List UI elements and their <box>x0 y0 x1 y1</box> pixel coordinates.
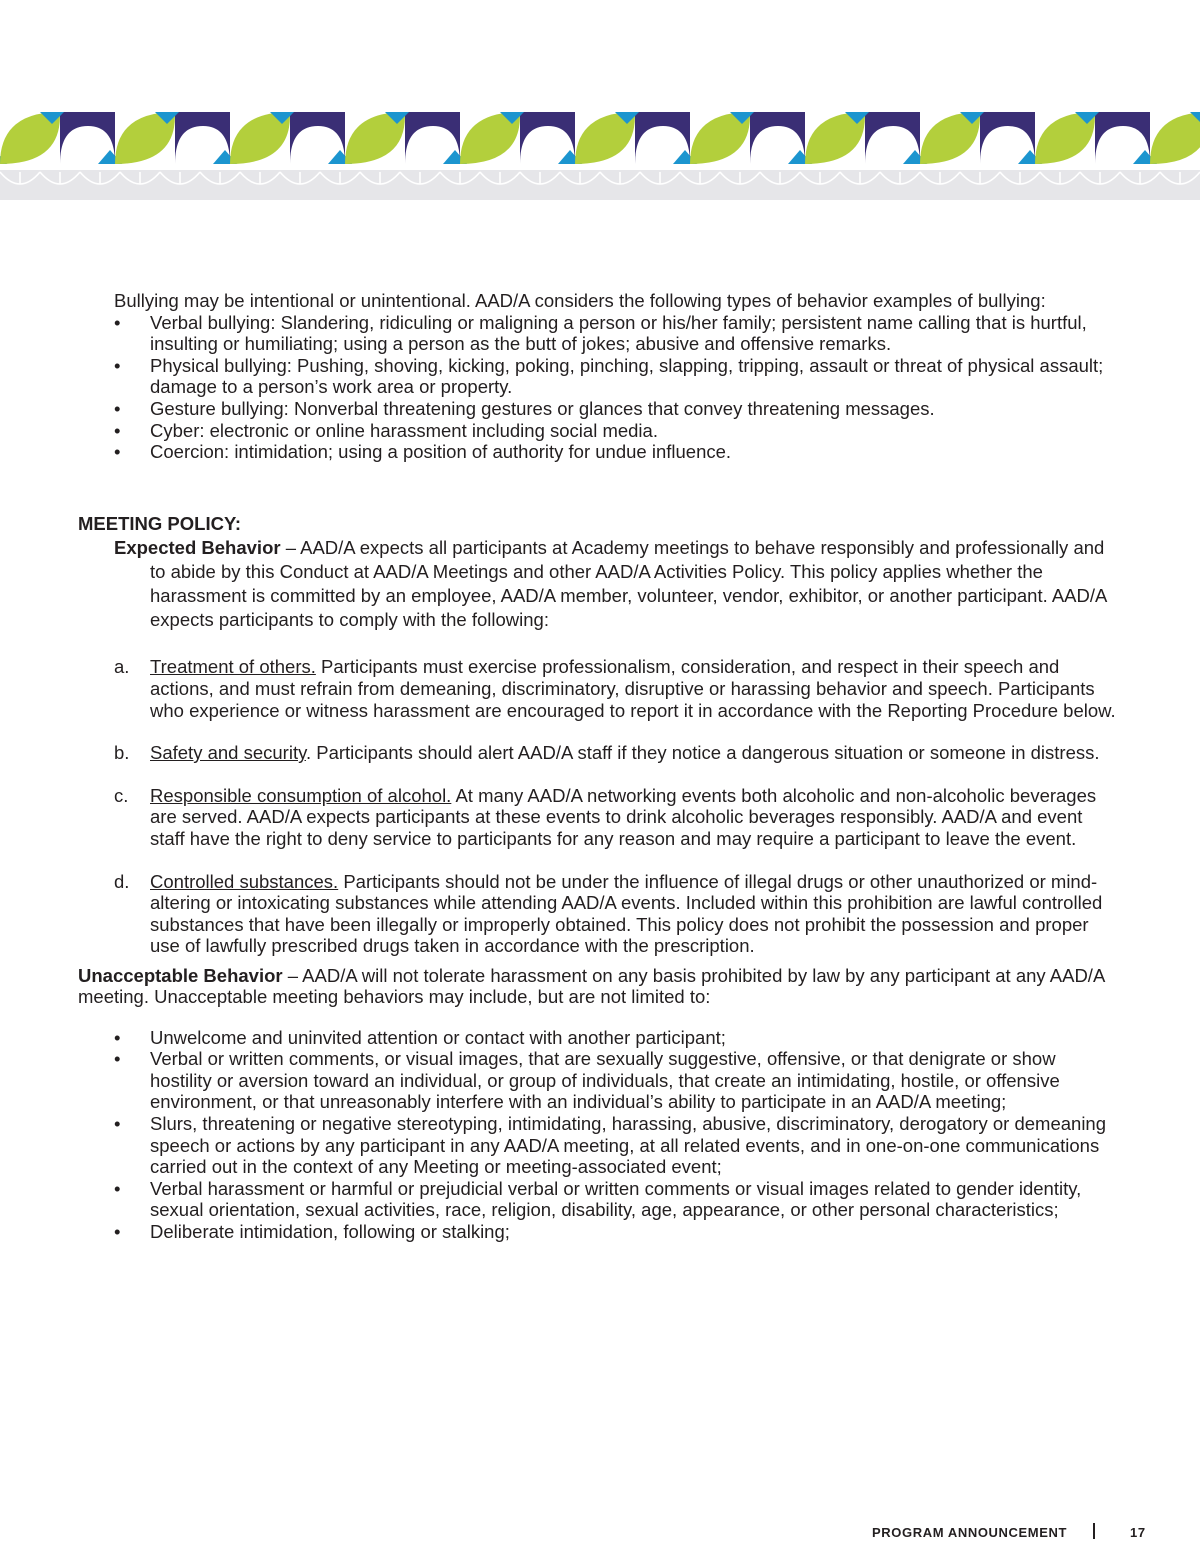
list-item: • Verbal harassment or harmful or prejudicial verbal or written comments or visual images related to gender identity, sexual orientation, sexual activities, race, religion, disability, age, appearance, or other personal characteristics; <box>114 1177 1082 1221</box>
unacceptable-behavior-paragraph: Unacceptable Behavior – AAD/A will not tolerate harassment on any basis prohibited by law by any participant at any AAD/A meeting. Unacceptable meeting behaviors may include, but are not limited to: <box>78 964 1105 1008</box>
footer-title: PROGRAM ANNOUNCEMENT <box>872 1525 1067 1540</box>
bullying-types-list <box>78 312 1118 463</box>
list-item: d. Controlled substances. Participants should not be under the influence of illegal drugs or other unauthorized or mind-altering or intoxicating substances while attending AAD/A events. Included within this prohibition are lawful controlled substances that have been illegally or improperly obtained. This policy does not prohibit the possession and proper use of lawfully prescribed drugs taken in accordance with the prescription. <box>114 870 1103 957</box>
banner-shape <box>1150 112 1200 164</box>
list-item: c. Responsible consumption of alcohol. At many AAD/A networking events both alcoholic and non-alcoholic beverages are served. AAD/A expects participants at these events to drink alcoholic beverages responsibly. AAD/A and event staff have the right to deny service to participants for any reason and may require a participant to leave the event. <box>114 784 1097 849</box>
list-item: • Gesture bullying: Nonverbal threatening gestures or glances that convey threatening messages. <box>114 397 935 419</box>
bullet-icon: • <box>114 1177 121 1199</box>
page-footer <box>0 1523 1200 1543</box>
footer-divider <box>1093 1523 1095 1539</box>
bullet-icon: • <box>114 1048 121 1070</box>
item-topic: Treatment of others. <box>150 656 316 678</box>
item-topic: Responsible consumption of alcohol. <box>150 784 452 806</box>
list-item: • Coercion: intimidation; using a position of authority for undue influence. <box>114 441 732 463</box>
decorative-banner <box>0 112 1200 200</box>
unacceptable-behavior-label: Unacceptable Behavior <box>78 964 283 986</box>
bullet-icon: • <box>114 1112 121 1134</box>
bullet-icon: • <box>114 354 121 376</box>
list-item: • Unwelcome and uninvited attention or contact with another participant; <box>114 1026 726 1048</box>
bullet-icon: • <box>114 1026 121 1048</box>
list-item: • Slurs, threatening or negative stereotyping, intimidating, harassing, abusive, discriminatory, derogatory or demeaning speech or actions by any participant in any AAD/A meeting, at all related events, and in one-on-one communications carried out in the context of any Meeting or meeting-associated event; <box>114 1112 1107 1178</box>
bullet-icon: • <box>114 441 121 463</box>
list-item: • Verbal or written comments, or visual images, that are sexually suggestive, offensive, or that denigrate or show hostility or aversion toward an individual, or group of individuals, that create an intimidating, hostile, or offensive environment, or that unreasonably interfere with an individual’s ability to participate in an AAD/A meeting; <box>114 1048 1060 1113</box>
page-content <box>78 290 1118 1243</box>
expected-behavior-paragraph: Expected Behavior – AAD/A expects all participants at Academy meetings to behave responsibly and professionally and to abide by this Conduct at AAD/A Meetings and other AAD/A Activities Policy. This policy applies whether the harassment is committed by an employee, AAD/A member, volunteer, vendor, exhibitor, or another participant. AAD/A expects participants to comply with the following: <box>114 537 1107 631</box>
list-item: b. Safety and security. Participants should alert AAD/A staff if they notice a dangerous situation or someone in distress. <box>114 742 1100 764</box>
list-item: a. Treatment of others. Participants must exercise professionalism, consideration, and respect in their speech and actions, and must refrain from demeaning, discriminatory, disruptive or harassing behavior and speech. Participants who experience or witness harassment are encouraged to report it in accordance with the Reporting Procedure below. <box>114 656 1116 721</box>
list-item: • Physical bullying: Pushing, shoving, kicking, poking, pinching, slapping, tripping, assault or threat of physical assault; damage to a person’s work area or property. <box>114 354 1104 398</box>
list-item: • Cyber: electronic or online harassment including social media. <box>114 419 658 441</box>
list-item: • Verbal bullying: Slandering, ridiculing or maligning a person or his/her family; persistent name calling that is hurtful, insulting or humiliating; using a person as the butt of jokes; abusive and offensive remarks. <box>114 311 1087 355</box>
list-item: • Deliberate intimidation, following or stalking; <box>114 1220 510 1242</box>
bullet-icon: • <box>114 311 121 333</box>
expected-behavior-label: Expected Behavior <box>114 537 281 559</box>
bullet-icon: • <box>114 1220 121 1242</box>
bullet-icon: • <box>114 419 121 441</box>
item-topic: Controlled substances. <box>150 870 339 892</box>
unacceptable-behavior-list <box>78 1027 1118 1243</box>
item-topic: Safety and security <box>150 742 306 764</box>
bullying-intro: Bullying may be intentional or unintentional. AAD/A considers the following types of behavior examples of bullying: <box>114 290 1046 311</box>
meeting-policy-heading: MEETING POLICY: <box>78 512 242 534</box>
expected-behavior-list <box>78 656 1118 957</box>
page-number: 17 <box>1130 1525 1146 1540</box>
bullet-icon: • <box>114 397 121 419</box>
